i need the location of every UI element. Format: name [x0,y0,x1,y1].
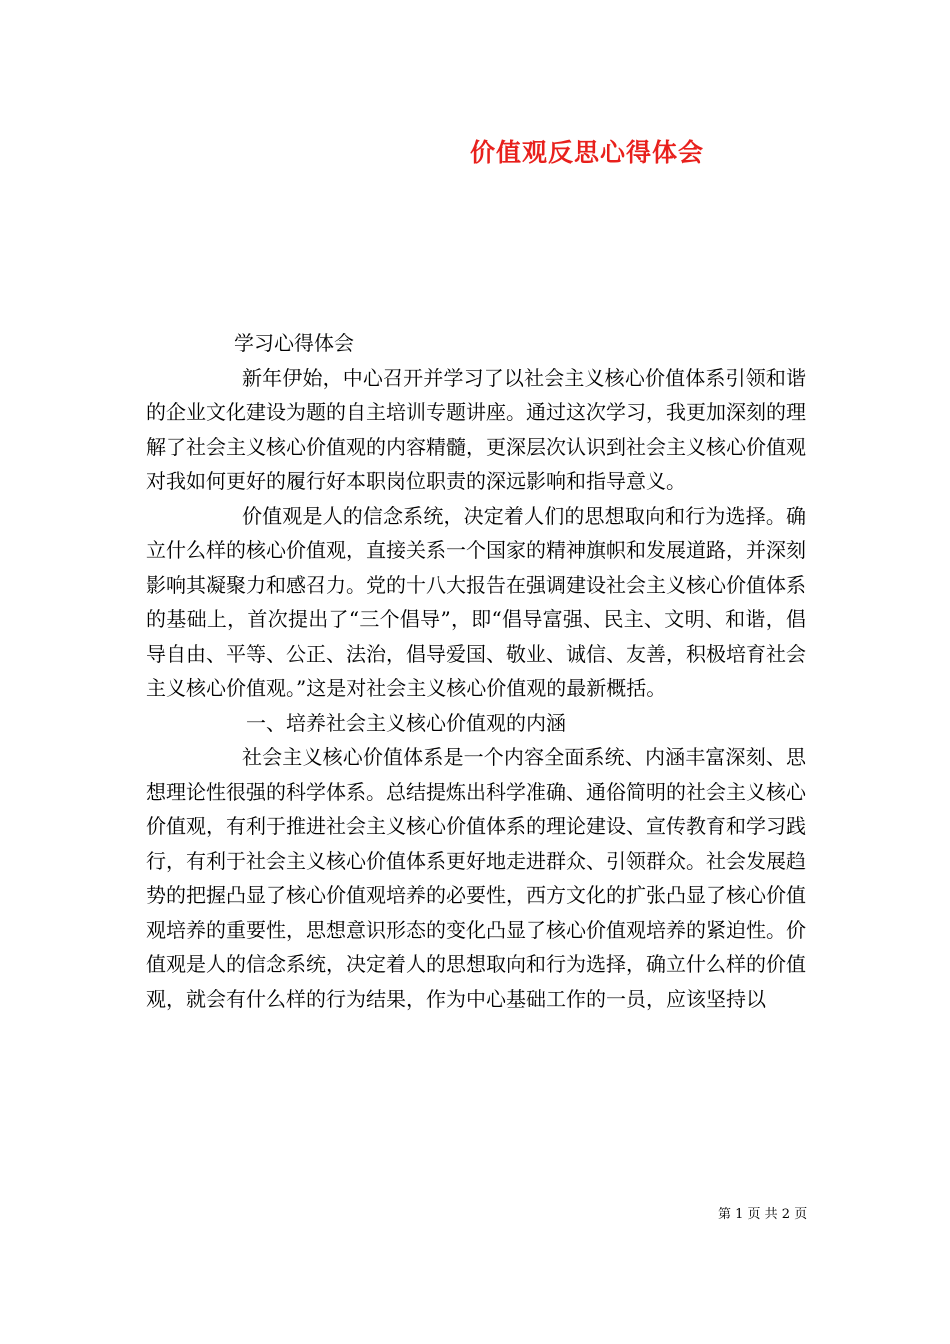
paragraph-2: 价值观是人的信念系统，决定着人们的思想取向和行为选择。确立什么样的核心价值观，直接关系一个国家的精神旗帜和发展道路，并深刻影响其凝聚力和感召力。党的十八大报告在强调建设社会主义核心价值体系的基础上，首次提出了“三个倡导”，即“倡导富强、民主、文明、和谐，倡导自由、平等、公正、法治，倡导爱国、敬业、诚信、友善，积极培育社会主义核心价值观。”这是对社会主义核心价值观的最新概括。 [146,503,806,700]
page-number: 第 1 页 共 2 页 [718,1207,808,1222]
paragraph-1: 新年伊始，中心召开并学习了以社会主义核心价值体系引领和谐的企业文化建设为题的自主培训专题讲座。通过这次学习，我更加深刻的理解了社会主义核心价值观的内容精髓，更深层次认识到社会主义核心价值观对我如何更好的履行好本职岗位职责的深远影响和指导意义。 [146,365,806,493]
document-title: 价值观反思心得体会 [470,138,705,167]
subheading: 学习心得体会 [234,331,354,355]
section-heading: 一、培养社会主义核心价值观的内涵 [246,710,566,735]
section-paragraph: 社会主义核心价值体系是一个内容全面系统、内涵丰富深刻、思想理论性很强的科学体系。总结提炼出科学准确、通俗简明的社会主义核心价值观，有利于推进社会主义核心价值体系的理论建设、宣传教育和学习践行，有利于社会主义核心价值体系更好地走进群众、引领群众。社会发展趋势的把握凸显了核心价值观培养的必要性，西方文化的扩张凸显了核心价值观培养的重要性，思想意识形态的变化凸显了核心价值观培养的紧迫性。价值观是人的信念系统，决定着人的思想取向和行为选择，确立什么样的价值观，就会有什么样的行为结果，作为中心基础工作的一员，应该坚持以 [146,745,806,1011]
document-body [146,326,806,1016]
